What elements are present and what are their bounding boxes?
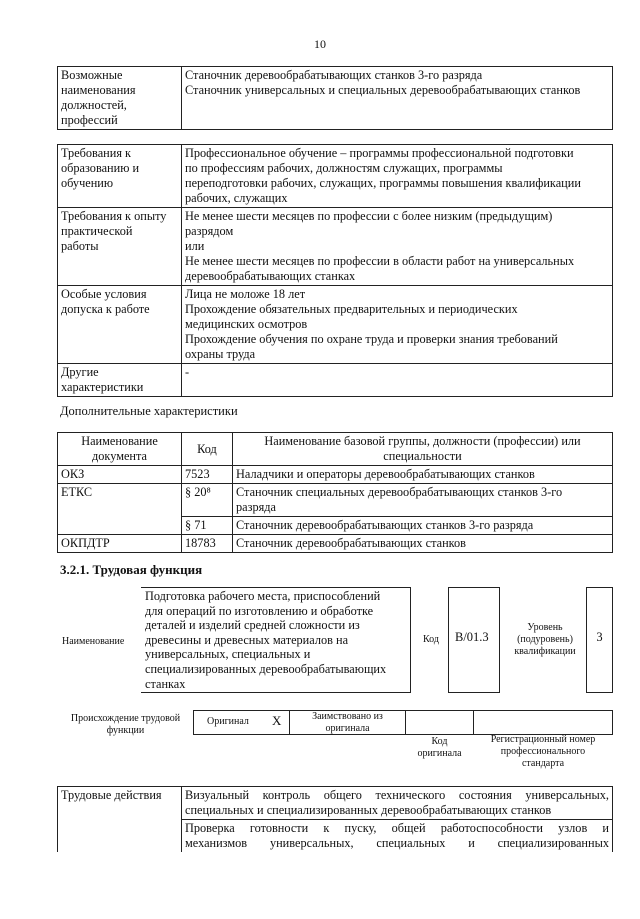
page-number: 10 xyxy=(314,37,326,51)
requirement-row-education xyxy=(58,145,613,208)
requirement-label xyxy=(58,145,182,208)
origin-code-caption xyxy=(405,736,474,760)
text-line: Станочник специальных деревообрабатывающих станков 3-го xyxy=(236,485,563,499)
requirement-row-other xyxy=(58,364,613,397)
text-line: разрядом xyxy=(185,224,234,238)
header-code: Код xyxy=(182,433,233,466)
label-line: характеристики xyxy=(61,380,144,394)
text-line: переподготовки рабочих, служащих, программы повышения квалификации xyxy=(185,176,581,190)
positions-table xyxy=(57,66,613,130)
text-line: Не менее шести месяцев по профессии в области работ на универсальных xyxy=(185,254,575,268)
requirement-label xyxy=(58,286,182,364)
label-line: оригинала xyxy=(325,723,370,734)
label-line: практической xyxy=(61,224,133,238)
requirement-row-admission xyxy=(58,286,613,364)
doc-cell: ОКЗ xyxy=(58,466,182,484)
function-heading: 3.2.1. Трудовая функция xyxy=(60,562,203,577)
requirement-value xyxy=(182,286,613,364)
text-line: Станочник деревообрабатывающих станков 3-го разряда xyxy=(236,518,534,532)
header-line: специальности xyxy=(383,449,462,463)
requirement-label xyxy=(58,208,182,286)
text-line: деревообрабатывающих станках xyxy=(185,269,356,283)
label-line: стандарта xyxy=(521,758,565,769)
requirement-label xyxy=(58,364,182,397)
additional-header-row xyxy=(58,433,613,466)
text-line: охраны труда xyxy=(185,347,256,361)
text-line: специальных и специализированных деревообрабатывающих станков xyxy=(185,803,552,817)
origin-label xyxy=(58,713,193,737)
text-line: универсальных, специальных и xyxy=(145,647,311,662)
label-line: функции xyxy=(106,725,145,736)
code-cell: 18783 xyxy=(182,535,233,553)
header-line: Наименование xyxy=(81,434,158,448)
label-line: образованию и xyxy=(61,161,140,175)
text-line: Проверка готовности к пуску, общей работоспособности узлов и xyxy=(185,821,609,835)
origin-reg-cell xyxy=(473,710,613,735)
label-line: оригинала xyxy=(417,748,462,759)
requirement-value xyxy=(182,364,613,397)
text-line: для операций по изготовлению и обработке xyxy=(145,603,374,618)
labor-actions-table xyxy=(57,786,613,852)
text-line: специализированных деревообрабатывающих xyxy=(145,661,387,676)
position-title: Станочник деревообрабатывающих станков 3-го разряда xyxy=(185,68,483,82)
text-line: деталей и изделий средней сложности из xyxy=(145,618,360,633)
label-line: работы xyxy=(61,239,99,253)
origin-original-label: Оригинал xyxy=(207,716,249,727)
additional-table xyxy=(57,432,613,553)
text-line: Профессиональное обучение – программы профессиональной подготовки xyxy=(185,146,574,160)
label-line: Требования к опыту xyxy=(61,209,167,223)
text-line: - xyxy=(185,365,190,379)
text-line: или xyxy=(185,239,205,253)
text-line: древесины и древесных материалов на xyxy=(145,632,349,647)
name-cell xyxy=(233,517,613,535)
origin-original-mark: X xyxy=(272,713,282,728)
label-line: квалификации xyxy=(514,646,576,657)
additional-row-okz xyxy=(58,466,613,484)
text-line: станках xyxy=(145,676,186,691)
header-line: Наименование базовой группы, должности (профессии) или xyxy=(264,434,581,448)
text-line: разряда xyxy=(236,500,276,514)
origin-reg-caption xyxy=(473,734,613,770)
label-line: должностей, xyxy=(61,98,127,112)
text-line: медицинских осмотров xyxy=(185,317,308,331)
text-line: Визуальный контроль общего технического состояния универсальных, xyxy=(185,788,609,802)
text-line: Станочник деревообрабатывающих станков xyxy=(236,536,466,550)
function-code-value: B/01.3 xyxy=(455,630,489,644)
name-cell xyxy=(233,484,613,517)
positions-label-cell xyxy=(58,67,182,130)
text-line: рабочих, служащих xyxy=(185,191,288,205)
text-line: Прохождение обучения по охране труда и проверки знания требований xyxy=(185,332,558,346)
label-line: Возможные xyxy=(61,68,123,82)
text-line: Наладчики и операторы деревообрабатывающих станков xyxy=(236,467,535,481)
text-line: Не менее шести месяцев по профессии с более низким (предыдущим) xyxy=(185,209,553,223)
labor-action-row xyxy=(58,787,613,820)
header-line: документа xyxy=(92,449,147,463)
doc-cell: ЕТКС xyxy=(58,484,182,535)
code-cell: § 20⁸ xyxy=(182,484,233,517)
labor-actions-label: Трудовые действия xyxy=(58,787,182,853)
labor-action-item xyxy=(182,787,613,820)
label-line: Требования к xyxy=(61,146,132,160)
text-line: Прохождение обязательных предварительных и периодических xyxy=(185,302,518,316)
origin-borrowed-label xyxy=(289,711,406,735)
name-cell xyxy=(233,535,613,553)
code-cell: 7523 xyxy=(182,466,233,484)
requirement-row-experience xyxy=(58,208,613,286)
additional-row-etks xyxy=(58,484,613,517)
label-line: Особые условия xyxy=(61,287,147,301)
label-line: допуска к работе xyxy=(61,302,150,316)
label-line: наименования xyxy=(61,83,136,97)
qualification-level-label xyxy=(505,622,585,658)
header-name xyxy=(233,433,613,466)
function-code-label: Код xyxy=(423,634,439,645)
label-line: Регистрационный номер xyxy=(490,734,596,745)
labor-action-item xyxy=(182,820,613,853)
doc-cell: ОКПДТР xyxy=(58,535,182,553)
label-line: профессионального xyxy=(500,746,586,757)
label-line: Код xyxy=(431,736,448,747)
requirement-value xyxy=(182,145,613,208)
position-title: Станочник универсальных и специальных деревообрабатывающих станков xyxy=(185,83,581,97)
text-line: механизмов универсальных, специальных и специализированных xyxy=(185,836,609,850)
label-line: профессий xyxy=(61,113,118,127)
label-line: Происхождение трудовой xyxy=(70,713,181,724)
additional-title: Дополнительные характеристики xyxy=(60,404,238,418)
text-line: Подготовка рабочего места, приспособлений xyxy=(145,589,381,603)
label-line: (подуровень) xyxy=(517,634,573,645)
name-cell xyxy=(233,466,613,484)
function-name-text xyxy=(145,589,386,691)
label-line: Уровень xyxy=(527,622,563,633)
header-doc xyxy=(58,433,182,466)
label-line: обучению xyxy=(61,176,114,190)
origin-code-cell xyxy=(405,710,474,735)
qualification-level-value: 3 xyxy=(596,630,603,644)
code-cell: § 71 xyxy=(182,517,233,535)
label-line: Другие xyxy=(61,365,99,379)
text-line: по профессиям рабочих, должностям служащих, программы xyxy=(185,161,503,175)
positions-values-cell xyxy=(182,67,613,130)
additional-row-okpdtr xyxy=(58,535,613,553)
label-line: Заимствовано из xyxy=(312,711,383,722)
requirements-table xyxy=(57,144,613,397)
requirement-value xyxy=(182,208,613,286)
positions-row xyxy=(58,67,613,130)
function-name-label: Наименование xyxy=(62,636,125,647)
text-line: Лица не моложе 18 лет xyxy=(185,287,306,301)
